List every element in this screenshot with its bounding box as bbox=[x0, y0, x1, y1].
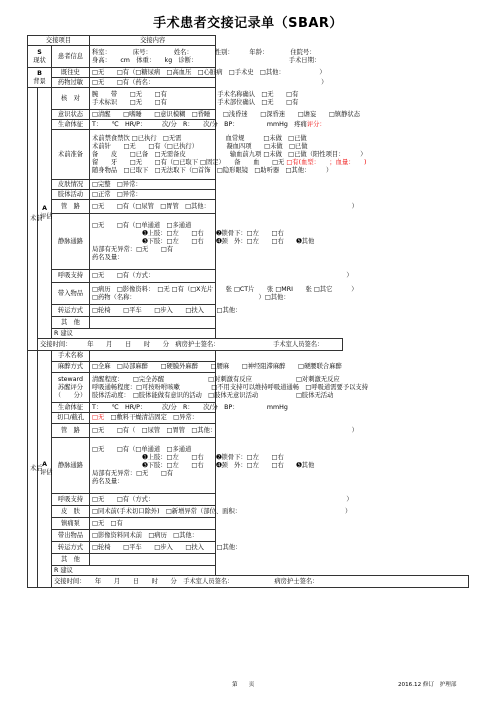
post-item-iv: 静脉通路 bbox=[52, 438, 90, 494]
post-item-anesthesia: 麻醉方式 bbox=[52, 362, 90, 373]
form-title: 手术患者交接记录单（SBAR） bbox=[153, 16, 343, 31]
op-name-field[interactable] bbox=[90, 351, 216, 362]
pre-sign-row[interactable]: 交接时间： 年 月 日 时 分 病房护士签名： 手术室人员签名： bbox=[38, 339, 343, 351]
post-a-label: A 评估 bbox=[38, 351, 52, 588]
post-transfer-field[interactable]: □轮椅 □平车 □步入 □扶入 □其他： bbox=[90, 542, 216, 554]
patient-info[interactable]: 科室： 床号： 姓名： 性别： 年龄： 住院号： 身高： cm 体重： kg 诊断： 手术日期： bbox=[90, 46, 216, 68]
post-tube-field[interactable]: □无 □有（ □尿管 □胃管 □其他： ） bbox=[90, 424, 216, 438]
post-item-carry: 带出物品 bbox=[52, 530, 90, 542]
limb-field[interactable]: □正常 □异常： bbox=[90, 190, 216, 200]
post-resp-field[interactable]: □无 □有（方式： ） bbox=[90, 494, 216, 506]
pre-vitals-field[interactable]: T： ℃ HR/P： 次/分 R： 次/分 BP： mmHg 疼痛评分： bbox=[90, 120, 216, 130]
pre-item-check: 核 对 bbox=[52, 88, 90, 110]
post-iv-field[interactable]: □无 □有（□单通道 □多通道 ➊上肢：□左 □右 ➋锁骨下：□左 □右 ➌下肢：□左 □右 ➍颈 外：□左 □右 ➎其他 局部有无异常：□无 □有 药名及量： bbox=[90, 438, 216, 494]
post-item-pump: 镇痛泵 bbox=[52, 518, 90, 530]
pre-item-carry: 带入物品 bbox=[52, 283, 90, 305]
pre-op-side-label: 术前 bbox=[28, 88, 38, 351]
pre-tube-field[interactable]: □无 □有（□尿管 □胃管 □其他： ） bbox=[90, 200, 216, 214]
post-r-advice: R 建议 bbox=[52, 566, 216, 576]
pump-field[interactable]: □无 □有 bbox=[90, 518, 216, 530]
post-item-resp: 呼吸支持 bbox=[52, 494, 90, 506]
pre-a-label: A 评估 bbox=[38, 88, 52, 339]
post-item-incision: 切口/截孔 bbox=[52, 413, 90, 424]
pre-item-vitals: 生命体征 bbox=[52, 120, 90, 130]
post-item-op-name: 手术名称 bbox=[52, 351, 90, 362]
pre-item-consciousness: 意识状态 bbox=[52, 110, 90, 120]
pre-item-iv: 静脉通路 bbox=[52, 214, 90, 270]
b-section-label: B 背景 bbox=[28, 68, 52, 88]
pre-item-limb: 肢体活动 bbox=[52, 190, 90, 200]
pre-skin-field[interactable]: □完整 □异常： bbox=[90, 180, 216, 190]
post-item-steward: steward 苏醒评分 （ 分） bbox=[52, 373, 90, 403]
pre-r-advice: R 建议 bbox=[52, 329, 216, 339]
b-item-history: 既往史 bbox=[52, 68, 90, 78]
allergy-field[interactable]: □无 □有（药名： ） bbox=[90, 78, 216, 88]
handover-form bbox=[27, 35, 469, 588]
post-item-transfer: 转运方式 bbox=[52, 542, 90, 554]
b-item-allergy: 药物过敏 bbox=[52, 78, 90, 88]
consciousness-field[interactable]: □清醒 □嗜睡 □意识模糊 □昏睡 □浅昏迷 □深昏迷 □谵妄 □镇静状态 bbox=[90, 110, 216, 120]
pre-transfer-field[interactable]: □轮椅 □平车 □步入 □扶入 □其他： bbox=[90, 305, 216, 317]
pre-carry-field[interactable]: □病历 □影像资料： □无 □有（□X光片 张 □CT片 张 □MRI 张 □其它 ） □药物（名称： ）□其他： bbox=[90, 283, 216, 305]
pre-item-transfer: 转运方式 bbox=[52, 305, 90, 317]
pre-item-resp: 呼吸支持 bbox=[52, 270, 90, 283]
post-skin-field[interactable]: □同术前(手术切口除外) □新增异常（部位、面积： ） bbox=[90, 506, 216, 518]
pre-item-tube: 管 路 bbox=[52, 200, 90, 214]
post-sign-row[interactable]: 交接时间： 年 月 日 时 分 手术室人员签名： 病房护士签名： bbox=[52, 576, 469, 588]
history-field[interactable]: □无 □有（□糖尿病 □高血压 □心脏病 □手术史 □其他： ） bbox=[90, 68, 216, 78]
page-number: 第 页 bbox=[232, 682, 255, 688]
post-other-field[interactable] bbox=[90, 554, 216, 566]
pre-resp-field[interactable]: □无 □有（方式： ） bbox=[90, 270, 216, 283]
post-vitals-field[interactable]: T： ℃ HR/P： 次/分 R： 次/分 BP： mmHg bbox=[90, 403, 216, 413]
post-op-side-label: 术后 bbox=[28, 351, 38, 588]
s-item-patient-info: 患者信息 bbox=[52, 46, 90, 68]
incision-field[interactable]: □无 □敷料干燥清洁固定 □异常： bbox=[90, 413, 216, 424]
pre-item-prep: 术前准备 bbox=[52, 130, 90, 180]
steward-field[interactable]: 清醒程度： □完全苏醒 □对刺激有反应 □对刺激无反应 呼吸通畅程度：□可按吩咐咳嗽 □不用支持可以维持呼吸道通畅 □呼吸道需要予以支持 肢体活动度： □肢体能做有意识的活动 □肢体无意识活动 □肢体无活动 bbox=[90, 373, 216, 403]
post-item-skin: 皮 肤 bbox=[52, 506, 90, 518]
anesthesia-field[interactable]: □全麻 □局部麻醉 □硬膜外麻醉 □腰麻 □神经阻滞麻醉 □硬腰联合麻醉 bbox=[90, 362, 216, 373]
check-field[interactable]: 腕 带 □无 □有 手术名称确认 □无 □有 手术标识 □无 □有 手术部位确认 □无 □有 bbox=[90, 88, 216, 110]
post-item-tube: 管 路 bbox=[52, 424, 90, 438]
revision-note: 2016.12 修订 护理部 bbox=[398, 682, 457, 688]
pre-other-field[interactable] bbox=[90, 317, 216, 329]
post-carry-field[interactable]: □影像资料同术前 □病历 □其他： bbox=[90, 530, 216, 542]
pre-item-skin: 皮肤情况 bbox=[52, 180, 90, 190]
s-section-label: S 现状 bbox=[28, 46, 52, 68]
pre-iv-field[interactable]: □无 □有（□单通道 □多通道 ➊上肢：□左 □右 ➋锁骨下：□左 □右 ➌下肢：□左 □右 ➍颈 外：□左 □右 ➎其他 局部有无异常：□无 □有 药名及量： bbox=[90, 214, 216, 270]
prep-field[interactable]: 术前禁食禁饮 □已执行 □无需 血常规 □未做 □已做 术前针 □无 □有（□已执行） 凝血四项 □未做 □已做 备 皮 □已备 □无需备皮 输血前九项 □未做 □已做（阳性项目： ） 留 牙 □无 □有（□已取下 □固定） 备 血 □无 □有(血型： ；血量： ) 随身物品 □已取下 □无法取下（□首饰 □隐形眼镜 □助听器 □其他： ） bbox=[90, 130, 216, 180]
post-item-vitals: 生命体征 bbox=[52, 403, 90, 413]
pre-item-other: 其 他 bbox=[52, 317, 90, 329]
header-item: 交接项目 bbox=[28, 36, 90, 46]
post-item-other: 其 他 bbox=[52, 554, 90, 566]
header-content: 交接内容 bbox=[90, 36, 216, 46]
